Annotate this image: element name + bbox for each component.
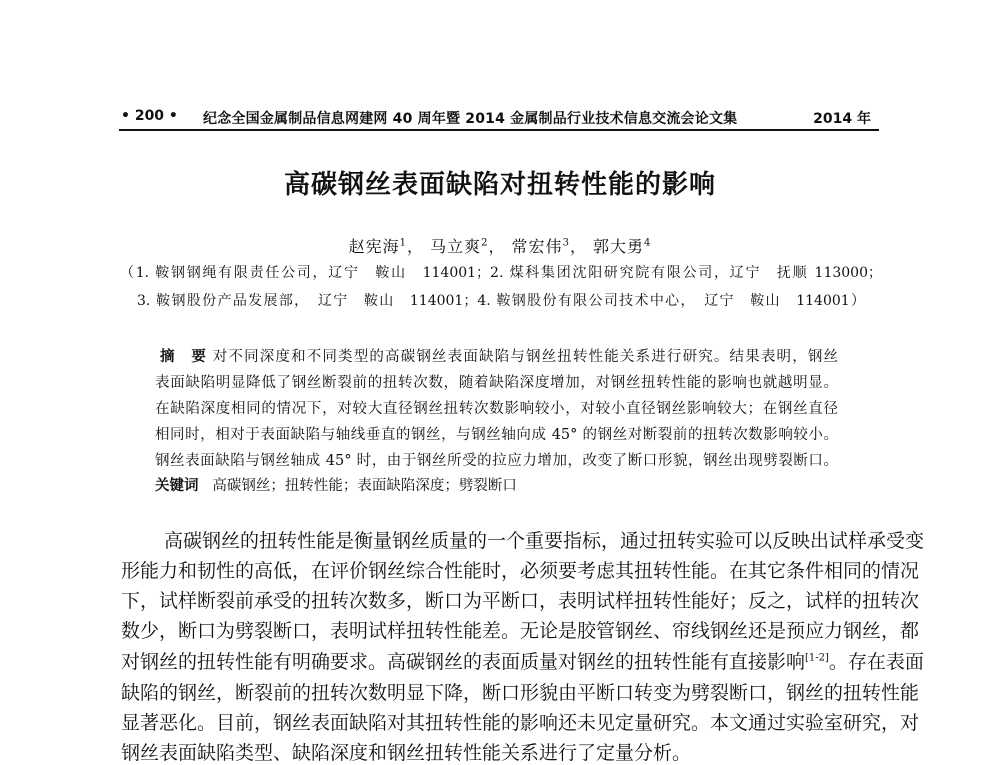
author-aff: 4 bbox=[644, 237, 652, 249]
keywords-line bbox=[155, 474, 517, 495]
keywords: 高碳钢丝；扭转性能；表面缺陷深度；劈裂断口 bbox=[212, 478, 517, 494]
header-rule bbox=[119, 129, 879, 131]
author-list: 赵宪海$^1$， 马立爽$^2$， 常宏伟$^3$， 郭大勇$^4$ bbox=[348, 237, 652, 256]
author-aff: 3 bbox=[562, 237, 570, 249]
year: 2014 年 bbox=[813, 111, 871, 127]
keywords-label: 关键词 bbox=[155, 478, 199, 494]
affiliation-line: 3. 鞍钢股份产品发展部， 辽宁 鞍山 114001；4. 鞍钢股份有限公司技术中心， 辽宁 鞍山 114001） bbox=[137, 293, 865, 309]
abstract-text: 对不同深度和不同类型的高碳钢丝表面缺陷与钢丝扭转性能关系进行研究。结果表明，钢丝 bbox=[212, 349, 839, 365]
running-header bbox=[121, 106, 877, 128]
body-line: 显著恶化。目前，钢丝表面缺陷对其扭转性能的影响还未见定量研究。本文通过实验室研究，对 bbox=[121, 712, 920, 734]
author-aff: 2 bbox=[481, 237, 489, 249]
affiliation-line: （1. 鞍钢钢绳有限责任公司，辽宁 鞍山 114001；2. 煤科集团沈阳研究院有限公司，辽宁 抚顺 113000； bbox=[120, 265, 882, 281]
proceedings-title: 纪念全国金属制品信息网建网 40 周年暨 2014 金属制品行业技术信息交流会论文集 bbox=[203, 111, 738, 127]
page-number: • 200 • bbox=[121, 108, 178, 124]
body-text: 。存在表面 bbox=[828, 651, 924, 673]
author: 赵宪海 bbox=[348, 237, 400, 256]
body-line: 钢丝表面缺陷类型、缺陷深度和钢丝扭转性能关系进行了定量分析。 bbox=[121, 742, 692, 764]
body-line: 下，试样断裂前承受的扭转次数多，断口为平断口，表明试样扭转性能好；反之，试样的扭转次 bbox=[121, 590, 920, 612]
abstract-line bbox=[160, 345, 838, 366]
author: 郭大勇 bbox=[593, 237, 645, 256]
author-aff: 1 bbox=[399, 237, 407, 249]
body-text: 对钢丝的扭转性能有明确要求。高碳钢丝的表面质量对钢丝的扭转性能有直接影响 bbox=[121, 651, 806, 673]
body-line: 形能力和韧性的高低，在评价钢丝综合性能时，必须要考虑其扭转性能。在其它条件相同的情况 bbox=[121, 560, 920, 582]
author: 马立爽 bbox=[430, 237, 482, 256]
citation: [1-2] bbox=[805, 652, 829, 664]
abstract-line: 在缺陷深度相同的情况下，对较大直径钢丝扭转次数影响较小，对较小直径钢丝影响较大；在钢丝直径 bbox=[155, 401, 838, 417]
abstract-line: 钢丝表面缺陷与钢丝轴成 45° 时，由于钢丝所受的拉应力增加，改变了断口形貌，钢丝出现劈裂断口。 bbox=[155, 453, 838, 469]
author: 常宏伟 bbox=[511, 237, 563, 256]
body-line: 缺陷的钢丝，断裂前的扭转次数明显下降，断口形貌由平断口转变为劈裂断口，钢丝的扭转性能 bbox=[121, 682, 920, 704]
abstract-line: 表面缺陷明显降低了钢丝断裂前的扭转次数，随着缺陷深度增加，对钢丝扭转性能的影响也就越明显。 bbox=[155, 375, 838, 391]
paper-title: 高碳钢丝表面缺陷对扭转性能的影响 bbox=[283, 170, 716, 200]
abstract-line: 相同时，相对于表面缺陷与轴线垂直的钢丝，与钢丝轴向成 45° 的钢丝对断裂前的扭转次数影响较小。 bbox=[155, 427, 838, 443]
body-line: 高碳钢丝的扭转性能是衡量钢丝质量的一个重要指标，通过扭转实验可以反映出试样承受变 bbox=[164, 530, 925, 552]
abstract-label: 摘 要 bbox=[160, 349, 207, 365]
body-line bbox=[121, 647, 924, 674]
body-line: 数少，断口为劈裂断口，表明试样扭转性能差。无论是胶管钢丝、帘线钢丝还是预应力钢丝，都 bbox=[121, 620, 920, 642]
